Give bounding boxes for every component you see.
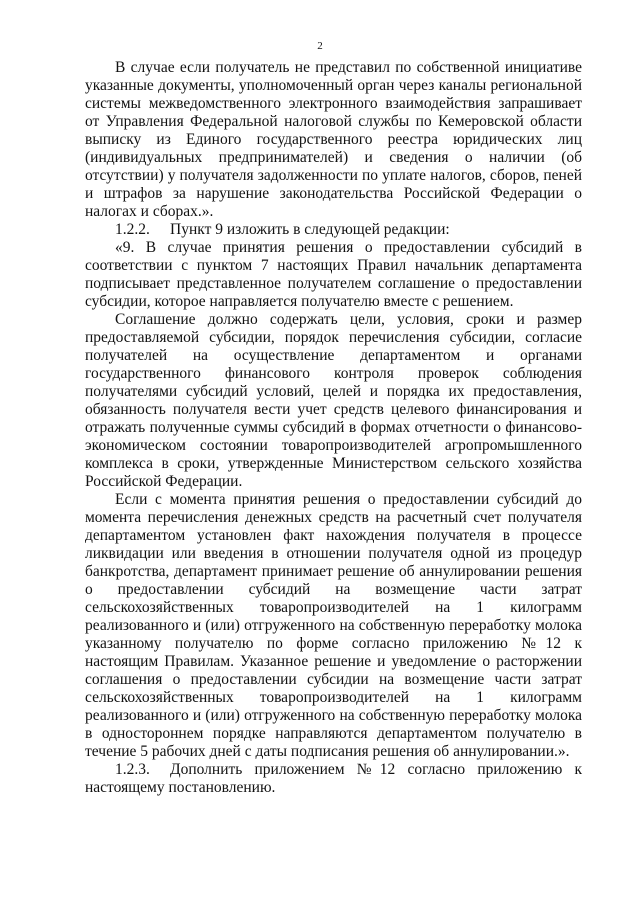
paragraph-point-9: «9. В случае принятия решения о предоставлении субсидий в соответствии с пунктом 7 настоящих Правил начальник департамента подписывает представленное получателем соглашение о предоставлении субсидии, которое направляется получателю вместе с решением.: [85, 239, 582, 310]
paragraph-agreement: Соглашение должно содержать цели, условия, сроки и размер предоставляемой субсидии, порядок перечисления субсидии, согласие получателей на осуществление департаментом и органами государственного финансового контроля проверок соблюдения получателями субсидий условий, целей и порядка их предоставления, обязанность получателя вести учет средств целевого финансирования и отражать полученные суммы субсидий в формах отчетности о финансово-экономическом состоянии товаропроизводителей агропромышленного комплекса в сроки, утвержденные Министерством сельского хозяйства Российской Федерации.: [85, 311, 582, 490]
item-1-2-3-number: 1.2.3.: [115, 761, 150, 778]
item-1-2-3-text: Дополнить приложением №12 согласно приложению к настоящему постановлению.: [85, 761, 582, 796]
page-number: 2: [317, 40, 323, 52]
item-1-2-2-number: 1.2.2.: [115, 221, 150, 238]
paragraph-annulment: Если с момента принятия решения о предоставлении субсидий до момента перечисления денежных средств на расчетный счет получателя департаментом установлен факт нахождения получателя в процессе ликвидации или введения в отношении получателя одной из процедур банкротства, департамент принимает решение об аннулировании решения о предоставлении субсидий на возмещение части затрат сельскохозяйственных товаропроизводителей на 1 килограмм реализованного и (или) отгруженного на собственную переработку молока указанному получателю по форме согласно приложению №12 к настоящим Правилам. Указанное решение и уведомление о расторжении соглашения о предоставлении субсидии на возмещение части затрат сельскохозяйственных товаропроизводителей на 1 килограмм реализованного и (или) отгруженного на собственную переработку молока в одностороннем порядке направляются департаментом получателю в течение 5 рабочих дней с даты подписания решения об аннулировании.».: [85, 491, 582, 760]
item-1-2-3: [85, 761, 582, 797]
paragraph-tax-request: В случае если получатель не представил по собственной инициативе указанные документы, уполномоченный орган через каналы региональной системы межведомственного электронного взаимодействия запрашивает от Управления Федеральной налоговой службы по Кемеровской области выписку из Единого государственного реестра юридических лиц (индивидуальных предпринимателей) и сведения о наличии (об отсутствии) у получателя задолженности по уплате налогов, сборов, пеней и штрафов за нарушение законодательства Российской Федерации о налогах и сборах.».: [85, 59, 582, 220]
item-1-2-2: [85, 221, 582, 239]
document-body: [85, 59, 582, 797]
item-1-2-2-text: Пункт 9 изложить в следующей редакции:: [170, 221, 450, 238]
